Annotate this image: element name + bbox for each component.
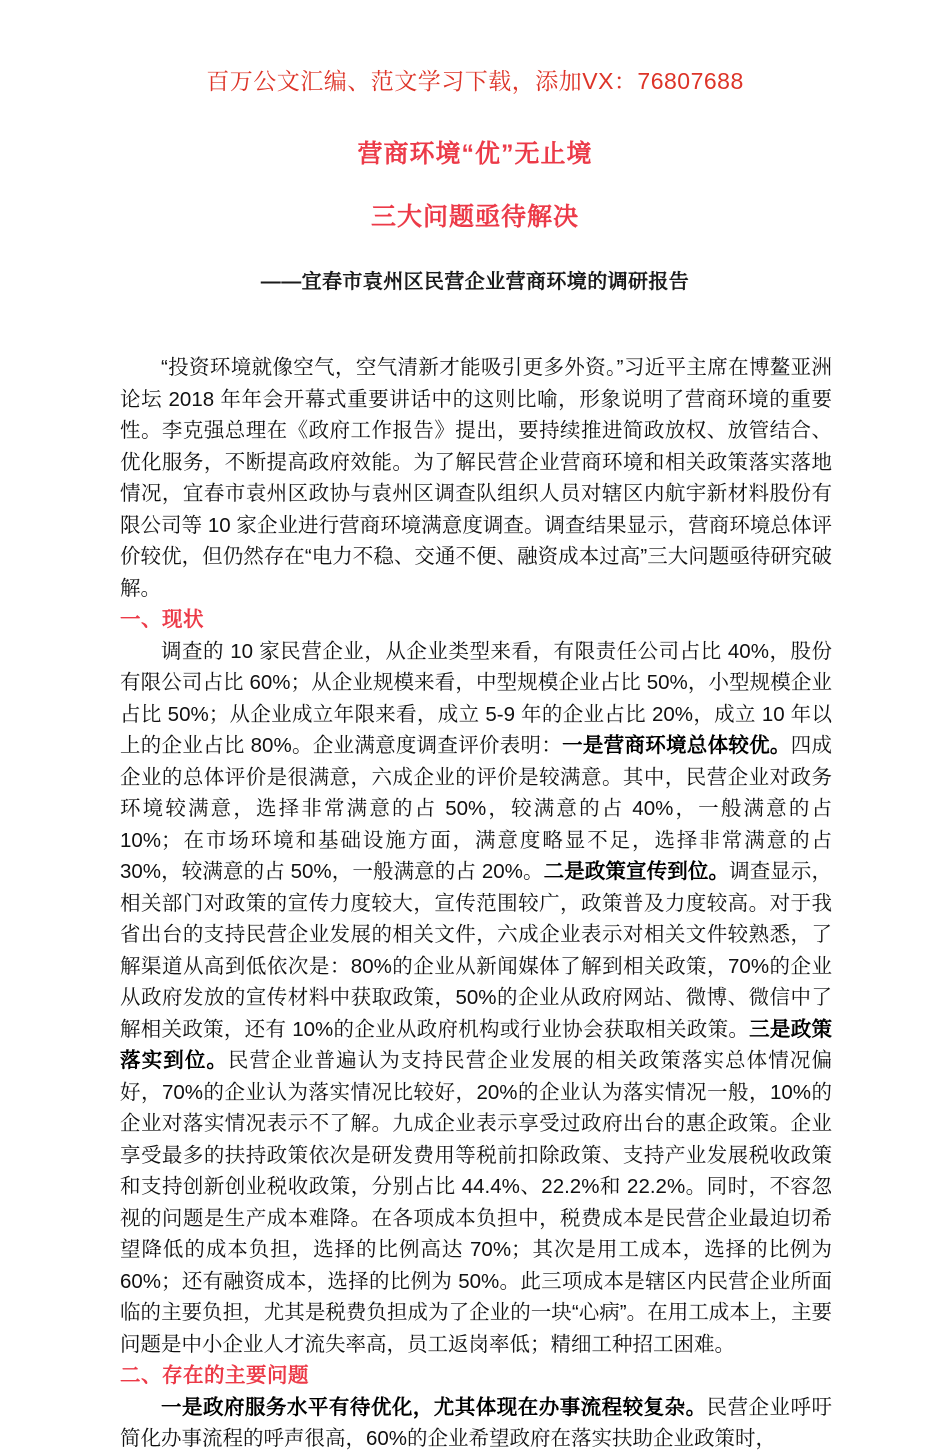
page-byline: ——宜春市袁州区民营企业营商环境的调研报告 xyxy=(260,271,690,294)
page-subtitle: 三大问题亟待解决 xyxy=(370,203,579,232)
text-run: 民营企业普遍认为支持民营企业发展的相关政策落实总体情况偏好，70%的企业认为落实情况比较好，20%的企业认为落实情况一般，10%的企业对落实情况表示不了解。九成企业表示享受过政府出台的惠企政策。企业享受最多的扶持政策依次是研发费用等税前扣除政策、支持产业发展税收政策和支持创新创业税收政策，分别占比 44.4%、22.2%和 22.2%。同时，不容忽视的问题是生产成本难降。在各项成本负担中，税费成本是民营企业最迫切希望降低的成本负担，选择的比例高达 70%；其次是用工成本，选择的比例为 60%；还有融资成本，选择的比例为 50%。此三项成本是辖区内民营企业所面临的主要负担，尤其是税费负担成为了企业的一块“心病”。在用工成本上，主要问题是中小企业人才流失率高，员工返岗率低；精细工种招工困难。 xyxy=(120,1049,832,1356)
section-heading: 二、存在的主要问题 xyxy=(120,1364,309,1388)
paragraph-container xyxy=(120,352,832,1455)
body-paragraph xyxy=(120,636,832,1361)
text-run: 调查的 10 家民营企业，从企业类型来看，有限责任公司占比 40%，股份有限公司占比 60%；从企业规模来看，中型规模企业占比 50%，小型规模企业占比 50%；从企业成立年限来看，成立 5-9 年的企业占比 20%，成立 10 年以上的企业占比 80%。企业满意度调查评价表明： xyxy=(120,639,832,758)
emphasis-run: 二是政策宣传到位。 xyxy=(543,860,730,884)
emphasis-run: 一是政府服务水平有待优化，尤其体现在办事流程较复杂。 xyxy=(161,1395,707,1419)
emphasis-run: 三是政策落实到位。 xyxy=(120,1017,832,1073)
promo-banner: 百万公文汇编、范文学习下载，添加VX：76807688 xyxy=(206,68,744,94)
text-run: 四成企业的总体评价是很满意，六成企业的评价是较满意。其中，民营企业对政务环境较满意，选择非常满意的占 50%，较满意的占 40%，一般满意的占 10%；在市场环境和基础设施方面，满意度略显不足，选择非常满意的占 30%，较满意的占 50%，一般满意的占 20%。 xyxy=(120,734,832,884)
document-body xyxy=(0,352,950,1455)
page-title: 营商环境“优”无止境 xyxy=(357,139,593,168)
emphasis-run: 一是营商环境总体较优。 xyxy=(562,734,791,758)
text-run: 调查显示，相关部门对政策的宣传力度较大，宣传范围较广，政策普及力度较高。对于我省出台的支持民营企业发展的相关文件，六成企业表示对相关文件较熟悉，了解渠道从高到低依次是：80%的企业从新闻媒体了解到相关政策，70%的企业从政府发放的宣传材料中获取政策，50%的企业从政府网站、微博、微信中了解相关政策，还有 10%的企业从政府机构或行业协会获取相关政策。 xyxy=(120,860,833,1041)
text-run: “投资环境就像空气，空气清新才能吸引更多外资。”习近平主席在博鳌亚洲论坛 2018 年年会开幕式重要讲话中的这则比喻，形象说明了营商环境的重要性。李克强总理在《政府工作报告》提出，要持续推进简政放权、放管结合、优化服务，不断提高政府效能。为了解民营企业营商环境和相关政策落实落地情况，宜春市袁州区政协与袁州区调查队组织人员对辖区内航宇新材料股份有限公司等 10 家企业进行营商环境满意度调查。调查结果显示，营商环境总体评价较优，但仍然存在“电力不稳、交通不便、融资成本过高”三大问题亟待研究破解。 xyxy=(120,356,832,600)
body-paragraph xyxy=(120,352,832,604)
text-run: 民营企业呼吁简化办事流程的呼声很高，60%的企业希望政府在落实扶助企业政策时， xyxy=(120,1395,833,1451)
body-paragraph xyxy=(120,1392,832,1455)
section-heading: 一、现状 xyxy=(120,608,204,632)
